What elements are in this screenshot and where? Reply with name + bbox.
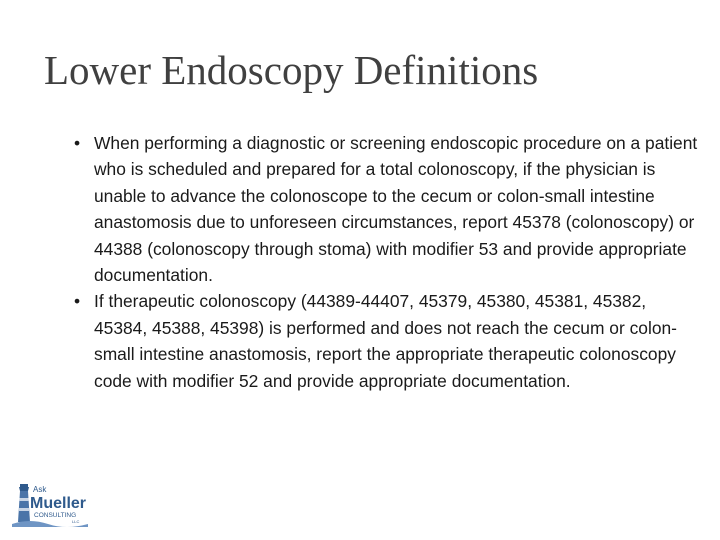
- bullet-item: [72, 130, 700, 288]
- logo-mueller-text: Mueller: [30, 495, 87, 512]
- lighthouse-icon: [10, 478, 90, 530]
- bullet-list: [72, 130, 700, 394]
- logo-llc-text: LLC: [72, 519, 80, 524]
- logo-consulting-text: CONSULTING: [34, 512, 77, 519]
- bullet-text: If therapeutic colonoscopy (44389-44407, 45379, 45380, 45381, 45382, 45384, 45388, 45398) is performed and does not reach the cecum or colon-small intestine anastomosis, report the appropriate therapeutic colonoscopy code with modifier 52 and provide appropriate documentation.: [94, 291, 677, 391]
- company-logo: [10, 478, 90, 530]
- bullet-item: [72, 288, 700, 394]
- bullet-dot-icon: •: [74, 291, 81, 312]
- slide-title: Lower Endoscopy Definitions: [44, 47, 539, 93]
- bullet-text: When performing a diagnostic or screening endoscopic procedure on a patient who is scheduled and prepared for a total colonoscopy, if the physician is unable to advance the colonoscope to the cecum or colon-small intestine anastomosis due to unforeseen circumstances, report 45378 (colonoscopy) or 44388 (colonoscopy through stoma) with modifier 53 and provide appropriate documentation.: [94, 133, 698, 286]
- logo-ask-text: Ask: [33, 485, 47, 494]
- bullet-dot-icon: •: [74, 133, 81, 153]
